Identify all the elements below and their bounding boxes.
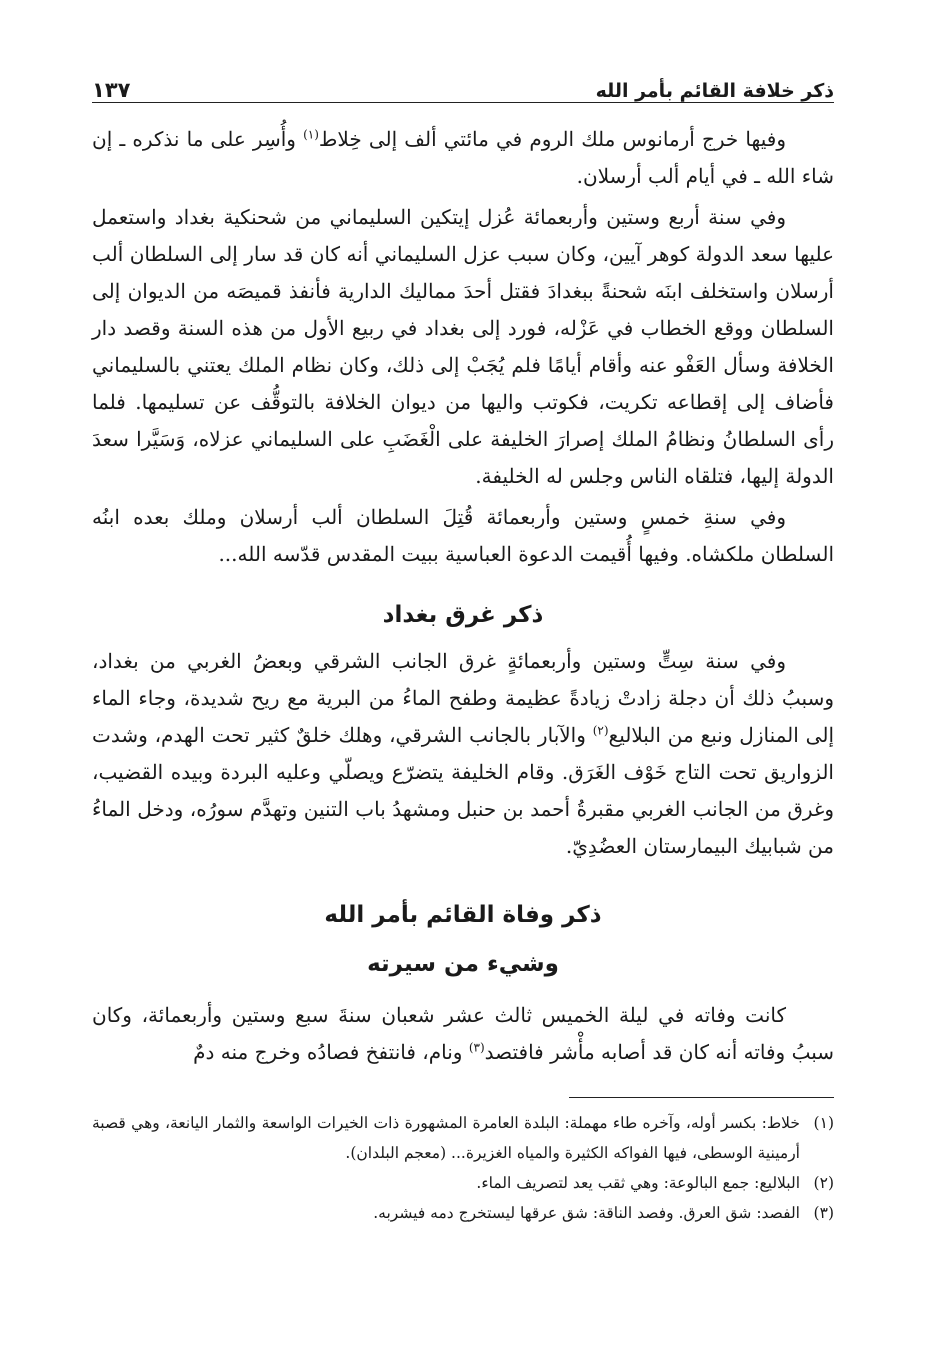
- paragraph-year-465: وفي سنةِ خمسٍ وستين وأربعمائة قُتِلَ السلطان ألب أرسلان وملك بعده ابنُه السلطان ملكشاه. وفيها أُقيمت الدعوة العباسية ببيت المقدس قدّسه الله...: [92, 505, 834, 566]
- footnote-1: [92, 1108, 834, 1168]
- section-subheading-biography: وشيء من سيرته: [367, 951, 559, 977]
- section-heading-bagdad-flood: ذكر غرق بغداد: [382, 602, 544, 628]
- running-header: [92, 62, 834, 103]
- paragraph-armanos: [92, 121, 834, 195]
- main-text: [92, 121, 834, 1071]
- footnote-2: [92, 1168, 834, 1198]
- footnote-number: (٣): [813, 1204, 834, 1222]
- paragraph-death: [92, 997, 834, 1071]
- paragraph-text: ونام، فانتفخ فصادُه وخرج منه دمٌ: [193, 1040, 469, 1064]
- paragraph-text: وفي سنة سِتٍّ وستين وأربعمائةٍ غرق الجانب الشرقي وبعضُ الغربي من بغداد، وسببُ ذلك أن دجلة زادتْ زيادةً عظيمة وطفح الماءُ من البرية مع ريح شديدة، وجاء الماء إلى المنازل ونبع من البلاليع: [92, 649, 834, 747]
- footnote-text: خلاط: بكسر أوله، وآخره طاء مهملة: البلدة العامرة المشهورة ذات الخيرات الواسعة والثمار اليانعة، وهي قصبة أرمينية الوسطى، فيها الفواكه الكثيرة والمياه الغزيرة... (معجم البلدان).: [92, 1114, 800, 1162]
- section-heading-death: ذكر وفاة القائم بأمر الله: [324, 902, 602, 928]
- paragraph-text: كانت وفاته في ليلة الخميس ثالث عشر شعبان سنةَ سبع وستين وأربعمائة، وكان سببُ وفاته أنه كان قد أصابه مأْشر فافتصد: [92, 1003, 834, 1064]
- page-number: ١٣٧: [92, 78, 131, 102]
- footnote-divider: [569, 1097, 834, 1098]
- paragraph-year-464: وفي سنة أربع وستين وأربعمائة عُزل إيتكين السليماني من شحنكية بغداد واستعمل عليها سعد الدولة كوهر آيين، وكان سبب عزل السليماني أنه كان قد سار إلى السلطان ألب أرسلان واستخلف ابنَه شحنةً ببغدادَ فقتل أحدَ مماليك الدارية فأنفذ قميصَه من الديوان إلى السلطان ووقع الخطاب في عَزْله، فورد إلى بغداد في ربيع الأول من هذه السنة وقصد دار الخلافة وسأل العَفْو عنه وأقام أيامًا فلم يُجَبْ إلى ذلك، وكان نظام الملك يعتني بالسليماني فأضاف إلى إقطاعه تكريت، فكوتب واليها من ديوان الخلافة بالتوقُّف عن تسليمها. فلما رأى السلطانُ ونظامُ الملك إصرارَ الخليفة على الْغَضَبِ على السليماني عزلاه، وَسَيَّرا سعدَ الدولة إليها، فتلقاه الناس وجلس له الخليفة.: [92, 205, 835, 488]
- footnote-text: البلاليع: جمع البالوعة: وهي ثقب يعد لتصريف الماء.: [476, 1174, 800, 1192]
- footnote-ref: (٣): [468, 1040, 485, 1055]
- footnote-ref: (١): [303, 127, 319, 142]
- footnote-3: [92, 1198, 834, 1228]
- paragraph-bagdad-flood: [92, 643, 834, 865]
- footnote-ref: (٢): [592, 723, 609, 738]
- footnote-number: (١): [813, 1114, 834, 1132]
- paragraph-text: وأُسِر على ما نذكره ـ إن شاء الله ـ في أيام ألب أرسلان.: [92, 127, 834, 188]
- footnote-number: (٢): [813, 1174, 834, 1192]
- footnotes: [92, 1108, 834, 1228]
- paragraph-text: وفيها خرج أرمانوس ملك الروم في مائتي ألف إلى خِلاط: [318, 127, 787, 151]
- book-page: [92, 62, 834, 1228]
- footnote-text: الفصد: شق العرق. وفصد الناقة: شق عرقها ليستخرج دمه فيشربه.: [373, 1204, 800, 1222]
- running-title: ذكر خلافة القائم بأمر الله: [595, 80, 834, 102]
- paragraph-text: والآبار بالجانب الشرقي، وهلك خلقٌ كثير تحت الهدم، وشدت الزواريق تحت التاج خَوْف الغَرَق. وقام الخليفة يتضرّع ويصلّي وعليه البردة وبيده القضيب، وغرق من الجانب الغربي مقبرةُ أحمد بن حنبل ومشهدُ باب التنين وتهدَّم سورُه، ودخل الماءُ من شبابيك البيمارستان العضُدِيّ.: [92, 723, 834, 858]
